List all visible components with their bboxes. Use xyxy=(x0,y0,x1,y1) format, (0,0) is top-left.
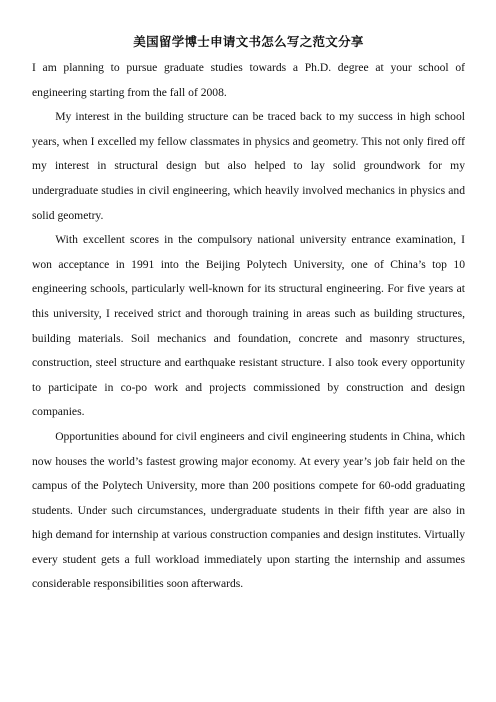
paragraph-interest: My interest in the building structure can be traced back to my success in high school years, when I excelled my fellow classmates in physics and geometry. This not only fired off my interest in structural design but also helped to lay solid groundwork for my undergraduate studies in civil engineering, which heavily involved mechanics in physics and solid geometry. xyxy=(32,110,465,222)
paragraph-education: With excellent scores in the compulsory national university entrance examination, I won acceptance in 1991 into the Beijing Polytech University, one of China’s top 10 engineering schools, particularly well-known for its structural engineering. For five years at this university, I received strict and thorough training in areas such as building structures, building materials. Soil mechanics and foundation, concrete and masonry structures, construction, steel structure and earthquake resistant structure. I also took every opportunity to participate in co-po work and projects commissioned by construction and design companies. xyxy=(32,233,465,419)
paragraph-opportunities: Opportunities abound for civil engineers and civil engineering students in China, which now houses the world’s fastest growing major economy. At every year’s job fair held on the campus of the Polytech University, more than 200 positions compete for 60-odd graduating students. Under such circumstances, undergraduate students in their fifth year are also in high demand for internship at various construction companies and design institutes. Virtually every student gets a full workload immediately upon starting the internship and assumes considerable responsibilities soon afterwards. xyxy=(32,429,465,591)
document-title: 美国留学博士申请文书怎么写之范文分享 xyxy=(133,34,364,49)
paragraph-intro: I am planning to pursue graduate studies towards a Ph.D. degree at your school of engineering starting from the fall of 2008. xyxy=(32,61,465,99)
document-page xyxy=(32,32,465,597)
